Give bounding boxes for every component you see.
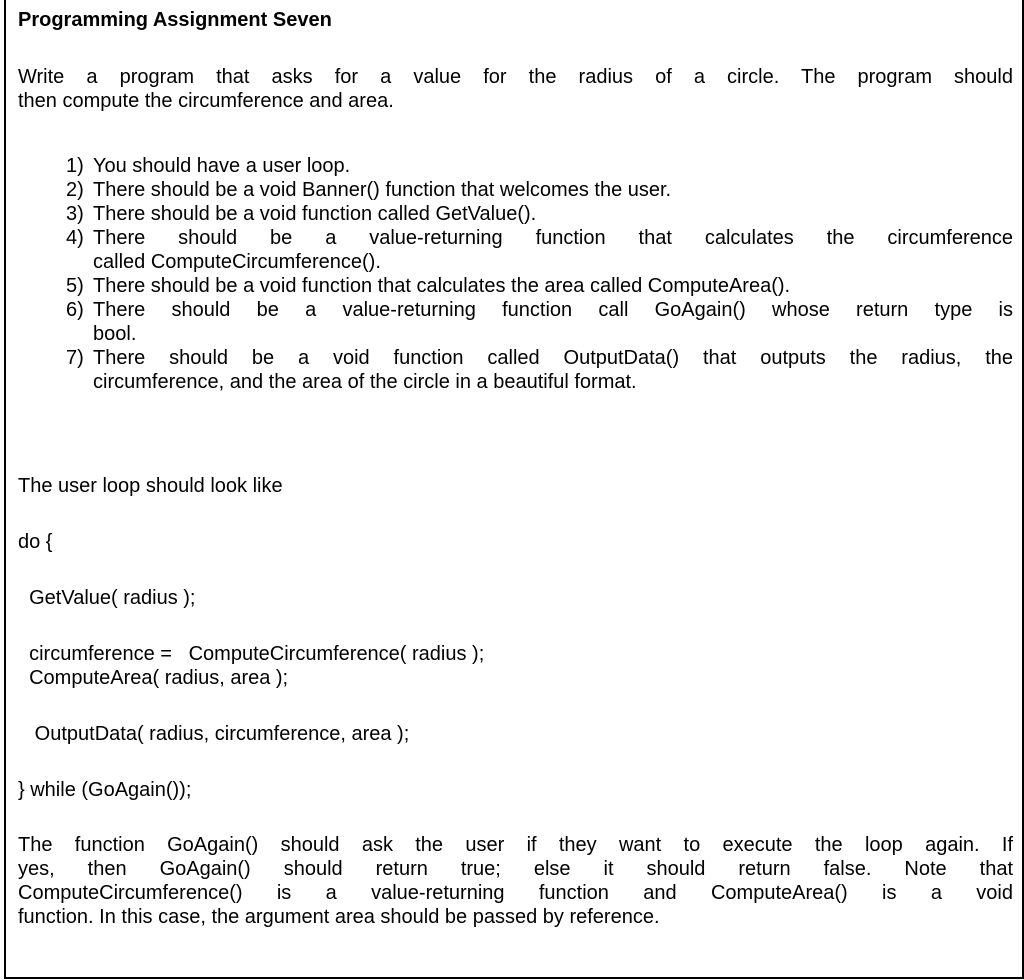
outro-line-4: function. In this case, the argument area should be passed by reference.: [18, 906, 660, 928]
code-do-open: do {: [18, 531, 53, 553]
intro-paragraph: [18, 65, 1013, 113]
requirement-text-continued: called ComputeCircumference().: [93, 251, 381, 273]
requirement-text-continued: circumference, and the area of the circle in a beautiful format.: [93, 371, 637, 393]
document-title: Programming Assignment Seven: [18, 9, 332, 31]
requirement-number: 6): [66, 299, 84, 321]
code-while-close: } while (GoAgain());: [18, 779, 192, 801]
code-output-data: OutputData( radius, circumference, area );: [18, 723, 410, 745]
requirement-text: There should be a value-returning function that calculates the circumference: [93, 227, 1013, 249]
requirement-text: There should be a value-returning function call GoAgain() whose return type is: [93, 299, 1013, 321]
requirement-item: [66, 298, 1013, 346]
requirement-number: 1): [66, 155, 84, 177]
outro-line-3: ComputeCircumference() is a value-returning function and ComputeArea() is a void: [18, 882, 1013, 904]
requirement-item: [66, 346, 1013, 394]
requirement-item: [66, 274, 1013, 298]
outro-line-2: yes, then GoAgain() should return true; else it should return false. Note that: [18, 858, 1013, 880]
code-compute-area: ComputeArea( radius, area );: [18, 667, 289, 689]
requirement-text: You should have a user loop.: [93, 155, 351, 177]
requirement-item: [66, 154, 1013, 178]
requirement-item: [66, 178, 1013, 202]
requirement-item: [66, 226, 1013, 274]
intro-line-1: Write a program that asks for a value for the radius of a circle. The program should: [18, 66, 1013, 88]
requirement-number: 7): [66, 347, 84, 369]
requirement-number: 5): [66, 275, 84, 297]
requirement-text-continued: bool.: [93, 323, 137, 345]
requirement-text: There should be a void function called OutputData() that outputs the radius, the: [93, 347, 1013, 369]
code-get-value: GetValue( radius );: [18, 587, 196, 609]
requirement-number: 3): [66, 203, 84, 225]
assignment-document: [4, 0, 1024, 979]
requirement-item: [66, 202, 1013, 226]
requirements-list: [66, 154, 1013, 394]
requirement-text: There should be a void function called GetValue().: [93, 203, 537, 225]
code-circumference: circumference = ComputeCircumference( radius );: [18, 643, 485, 665]
requirement-text: There should be a void function that calculates the area called ComputeArea().: [93, 275, 791, 297]
intro-line-2: then compute the circumference and area.: [18, 90, 394, 112]
loop-intro: The user loop should look like: [18, 475, 283, 497]
outro-line-1: The function GoAgain() should ask the user if they want to execute the loop again. If: [18, 834, 1013, 856]
outro-paragraph: [18, 833, 1013, 929]
requirement-number: 4): [66, 227, 84, 249]
requirement-text: There should be a void Banner() function that welcomes the user.: [93, 179, 672, 201]
requirement-number: 2): [66, 179, 84, 201]
